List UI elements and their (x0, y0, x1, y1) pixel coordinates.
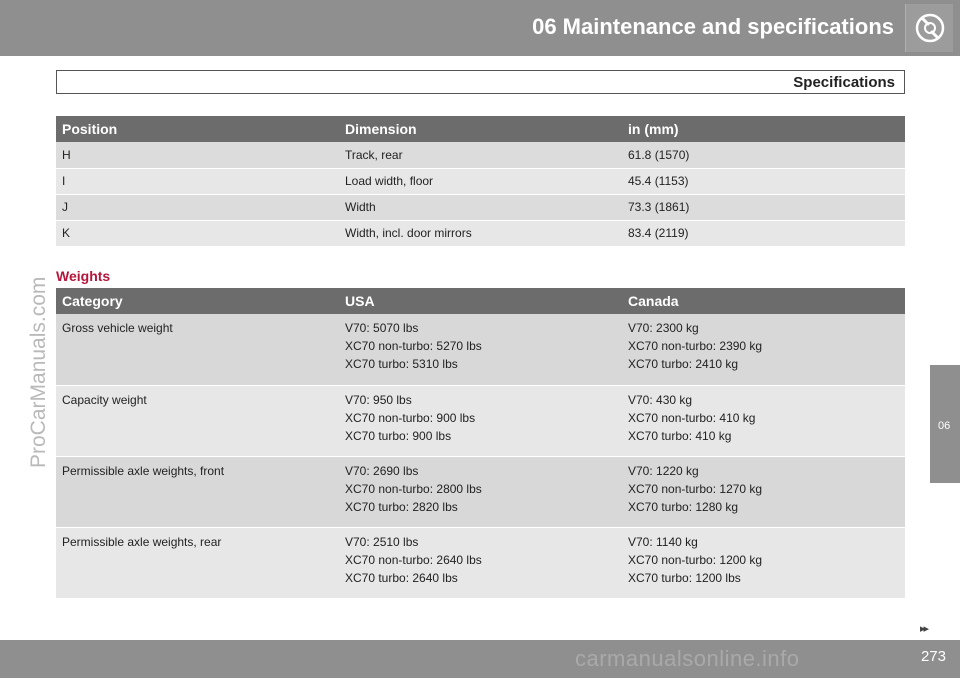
table-row (56, 220, 905, 246)
table-row (56, 385, 905, 456)
cell-canada (622, 385, 905, 456)
usa-value: XC70 non-turbo: 2800 lbs (345, 481, 482, 496)
cell-position: H (56, 142, 339, 168)
canada-value: XC70 non-turbo: 2390 kg (628, 339, 763, 353)
cell-position: K (56, 220, 339, 246)
wrench-gear-icon (914, 12, 946, 44)
canada-value: XC70 turbo: 1200 lbs (628, 570, 741, 585)
cell-value: 61.8 (1570) (622, 142, 905, 168)
table-row (56, 142, 905, 168)
column-header-category: Category (56, 288, 339, 314)
watermark-bottom: carmanualsonline.info (575, 646, 800, 671)
column-header-position: Position (56, 116, 339, 142)
table-header-row (56, 288, 905, 314)
cell-position: J (56, 194, 339, 220)
next-page-arrows[interactable]: ▸▸ (920, 623, 928, 635)
cell-value: 45.4 (1153) (622, 168, 905, 194)
cell-usa (339, 527, 622, 598)
table-row (56, 456, 905, 527)
section-title: Specifications (793, 74, 895, 91)
cell-canada (622, 314, 905, 385)
column-header-canada: Canada (622, 288, 905, 314)
column-header-usa: USA (339, 288, 622, 314)
canada-value: XC70 turbo: 1280 kg (628, 499, 739, 514)
table-header-row (56, 116, 905, 142)
dimensions-table (56, 116, 905, 247)
category-label: Permissible axle weights, rear (62, 534, 222, 549)
usa-value: XC70 turbo: 2640 lbs (345, 570, 458, 585)
column-header-dimension: Dimension (339, 116, 622, 142)
cell-category (56, 314, 339, 385)
canada-value: V70: 1220 kg (628, 463, 699, 478)
category-label: Gross vehicle weight (62, 321, 173, 335)
cell-category (56, 527, 339, 598)
canada-value: V70: 2300 kg (628, 321, 699, 335)
usa-value: XC70 turbo: 5310 lbs (345, 357, 458, 371)
chapter-side-tab[interactable] (930, 365, 960, 483)
canada-value: XC70 non-turbo: 410 kg (628, 410, 756, 425)
table-row (56, 314, 905, 385)
cell-canada (622, 527, 905, 598)
footer-bar (0, 640, 960, 678)
category-label: Permissible axle weights, front (62, 463, 225, 478)
column-header-in-mm: in (mm) (622, 116, 905, 142)
chapter-icon-box (905, 4, 953, 52)
page-number: 273 (920, 648, 946, 665)
canada-value: XC70 turbo: 410 kg (628, 428, 732, 443)
usa-value: XC70 non-turbo: 5270 lbs (345, 339, 482, 353)
table-row (56, 527, 905, 598)
cell-value: 73.3 (1861) (622, 194, 905, 220)
usa-value: V70: 2690 lbs (345, 463, 419, 478)
cell-usa (339, 314, 622, 385)
cell-dimension: Track, rear (339, 142, 622, 168)
cell-dimension: Load width, floor (339, 168, 622, 194)
usa-value: XC70 turbo: 900 lbs (345, 428, 452, 443)
canada-value: XC70 non-turbo: 1200 kg (628, 552, 763, 567)
cell-category (56, 385, 339, 456)
usa-value: XC70 non-turbo: 2640 lbs (345, 552, 482, 567)
cell-dimension: Width (339, 194, 622, 220)
canada-value: V70: 430 kg (628, 392, 693, 407)
section-title-bar (56, 70, 905, 94)
watermark-side: ProCarManuals.com (27, 276, 50, 468)
weights-table (56, 288, 905, 599)
canada-value: XC70 turbo: 2410 kg (628, 357, 739, 371)
usa-value: XC70 turbo: 2820 lbs (345, 499, 458, 514)
side-tab-label: 06 (938, 420, 951, 432)
cell-category (56, 456, 339, 527)
canada-value: XC70 non-turbo: 1270 kg (628, 481, 763, 496)
usa-value: V70: 950 lbs (345, 392, 412, 407)
chapter-title: 06 Maintenance and specifications (532, 14, 894, 39)
category-label: Capacity weight (62, 392, 147, 407)
cell-usa (339, 385, 622, 456)
usa-value: V70: 5070 lbs (345, 321, 419, 335)
cell-canada (622, 456, 905, 527)
usa-value: XC70 non-turbo: 900 lbs (345, 410, 476, 425)
cell-value: 83.4 (2119) (622, 220, 905, 246)
usa-value: V70: 2510 lbs (345, 534, 419, 549)
weights-heading: Weights (56, 268, 111, 284)
cell-position: I (56, 168, 339, 194)
cell-dimension: Width, incl. door mirrors (339, 220, 622, 246)
canada-value: V70: 1140 kg (628, 534, 698, 549)
cell-usa (339, 456, 622, 527)
table-row (56, 194, 905, 220)
table-row (56, 168, 905, 194)
